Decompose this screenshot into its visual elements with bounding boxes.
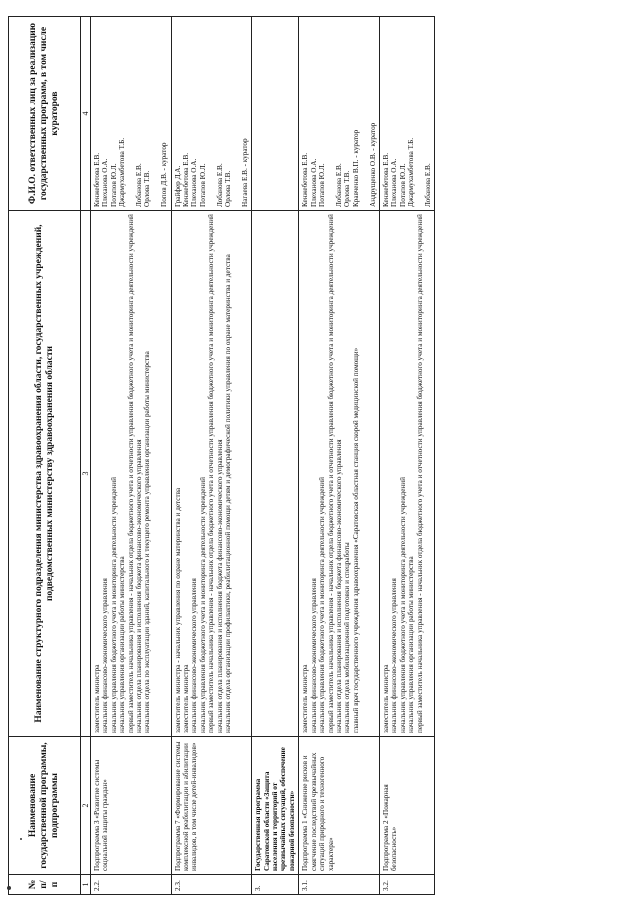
responsible-person: Потапов Ю.Л. — [109, 163, 118, 207]
responsible-person: Андрущенко О.В. - куратор — [368, 122, 377, 207]
table-row — [299, 17, 380, 895]
responsible-person: Лобанова Е.В. — [135, 163, 144, 207]
header-responsible: Ф.И.О. ответственных лиц за реализацию государственных программ, в том числе кураторов — [9, 17, 81, 211]
responsible-person: Потапов Ю.Л. — [198, 163, 207, 207]
responsible-person: Потапов Ю.Л. — [318, 163, 327, 207]
structure-list — [379, 211, 434, 737]
responsible-person: Кравченко В.П. - куратор — [351, 129, 360, 207]
structure-item: начальник финансово-экономического управления — [101, 578, 110, 733]
responsible-person: Джармухамбетова Т.Б. — [407, 138, 416, 207]
responsible-person: Кенжебетова Е.В. — [93, 152, 101, 207]
responsible-person: Джармухамбетова Т.Б. — [118, 138, 127, 207]
responsible-person: Лобанова Е.В. — [215, 163, 224, 207]
structure-item: начальник отдела планирования и исполнения бюджета финансово-экономического управления — [135, 439, 144, 733]
responsible-person: Орлова Т.В. — [343, 170, 352, 207]
structure-item: начальник управления бюджетного учета и мониторинга деятельности учреждений — [398, 477, 407, 733]
responsible-person: Орлова Т.В. — [224, 170, 233, 207]
structure-list — [299, 211, 380, 737]
header-row — [9, 17, 81, 895]
responsible-list — [91, 17, 172, 211]
structure-item: первый заместитель начальника управления - начальник отдела бюджетного учета и отчетности управления бюджетного учета и мониторинга деятельности учреждений — [207, 214, 216, 733]
structure-list — [171, 211, 252, 737]
responsible-person: Нагаева Е.В. - куратор — [240, 138, 249, 207]
responsible-list — [299, 17, 380, 211]
scan-dot-mark — [7, 886, 11, 890]
structure-item: первый заместитель начальника управления - начальник отдела бюджетного учета и отчетности управления бюджетного учета и мониторинга деятельности учреждений — [126, 214, 135, 733]
column-number-4: 4 — [81, 17, 91, 211]
table-row — [379, 17, 434, 895]
structure-item: начальник финансово-экономического управления — [390, 578, 399, 733]
structure-list — [91, 211, 172, 737]
structure-item: начальник финансово-экономического управления — [309, 578, 318, 733]
structure-item: начальник управления бюджетного учета и мониторинга деятельности учреждений — [318, 477, 327, 733]
structure-item: начальник управления организации работы министерства — [118, 556, 127, 733]
responsible-person: Потапов Ю.Л. — [398, 163, 407, 207]
structure-item: начальник управления организации работы министерства — [407, 556, 416, 733]
scan-dot-mark — [20, 838, 22, 840]
responsible-person — [232, 20, 240, 207]
structure-item: первый заместитель начальника управления - начальник отдела бюджетного учета и отчетности управления бюджетного учета и мониторинга деятельности учреждений — [415, 214, 424, 733]
column-number-row — [81, 17, 91, 895]
structure-item: начальник управления бюджетного учета и мониторинга деятельности учреждений — [198, 477, 207, 733]
structure-item: заместитель министра — [93, 664, 101, 733]
responsible-person — [327, 20, 335, 207]
row-number: 3. — [252, 875, 299, 895]
header-number: № п/п — [9, 875, 81, 895]
responsibility-table — [8, 16, 435, 895]
header-program: Наименование государственной программы, подпрограммы — [9, 737, 81, 875]
row-number: 3.1. — [299, 875, 380, 895]
responsible-person — [127, 20, 135, 207]
structure-item: начальник отдела по эксплуатации зданий, капитального и текущего ремонта управления организации работы министерства — [143, 351, 152, 733]
responsible-person: Кенжебетова Е.В. — [301, 152, 310, 207]
responsible-list — [252, 17, 299, 211]
responsible-person: Орлова Т.В. — [143, 170, 152, 207]
structure-item: заместитель министра — [301, 664, 310, 733]
responsible-person: Попов Д.В. - куратор — [160, 142, 169, 207]
structure-item: начальник отдела планирования и исполнения бюджета финансово-экономического управления — [215, 439, 224, 733]
structure-item: заместитель министра — [182, 664, 191, 733]
structure-item: начальник отдела организации профилактики, реабилитационной помощи детям и демографической политики управления по охране материнства и детства — [224, 254, 233, 733]
table-row — [171, 17, 252, 895]
responsible-person: Плеханова О.А. — [390, 158, 399, 207]
responsible-list — [379, 17, 434, 211]
responsible-person — [360, 20, 368, 207]
structure-item: главный врач государственного учреждения здравоохранения «Саратовская областная станция скорой медицинской помощи» — [351, 347, 360, 733]
responsible-person: Кенжебетова Е.В. — [182, 152, 191, 207]
row-number: 2.3. — [171, 875, 252, 895]
row-number: 3.2. — [379, 875, 434, 895]
responsible-person — [207, 20, 215, 207]
responsible-person: Лобанова Е.В. — [423, 163, 432, 207]
responsible-person: Грайфер Д.А. — [173, 165, 182, 207]
header-structure: Наименование структурного подразделения министерства здравоохранения области, государственных учреждений, подведомственных министерству здравоохранения области — [9, 211, 81, 737]
structure-list — [252, 211, 299, 737]
table-row — [91, 17, 172, 895]
responsible-person: Кенжебетова Е.В. — [381, 152, 390, 207]
program-name: Государственная программа Саратовской области «Защита населения и территорий от чрезвычайных ситуаций, обеспечение пожарной безопасности» — [252, 737, 299, 875]
structure-item: заместитель министра — [381, 664, 390, 733]
responsible-person: Плеханова О.А. — [309, 158, 318, 207]
structure-item: начальник отдела планирования и исполнения бюджета финансово-экономического управления — [334, 439, 343, 733]
column-number-1: 1 — [81, 875, 91, 895]
table-body — [91, 17, 435, 895]
structure-item: заместитель министра - начальник управления по охране материнства и детства — [173, 487, 182, 733]
table-row — [252, 17, 299, 895]
column-number-2: 2 — [81, 737, 91, 875]
responsible-person — [152, 20, 160, 207]
program-name: Подпрограмма 1 «Снижение рисков и смягчение последствий чрезвычайных ситуаций природного и техногенного характера» — [299, 737, 380, 875]
column-number-3: 3 — [81, 211, 91, 737]
structure-item: начальник отдела мобилизационной подготовки и спецработы — [343, 542, 352, 733]
responsible-person — [416, 20, 424, 207]
program-name: Подпрограмма 3 «Развитие системы социальной защиты граждан» — [91, 737, 172, 875]
responsible-person: Плеханова О.А. — [190, 158, 199, 207]
structure-item: первый заместитель начальника управления - начальник отдела бюджетного учета и отчетности управления бюджетного учета и мониторинга деятельности учреждений — [326, 214, 335, 733]
program-name: Подпрограмма 7 «Формирование системы комплексной реабилитации и абилитации инвалидов, в том числе детей-инвалидов» — [171, 737, 252, 875]
row-number: 2.2. — [91, 875, 172, 895]
program-name: Подпрограмма 2 «Пожарная безопасность» — [379, 737, 434, 875]
responsible-list — [171, 17, 252, 211]
responsible-person: Плеханова О.А. — [101, 158, 110, 207]
structure-item: начальник управления бюджетного учета и мониторинга деятельности учреждений — [109, 477, 118, 733]
structure-item: начальник финансово-экономического управления — [190, 578, 199, 733]
responsible-person: Лобанова Е.В. — [334, 163, 343, 207]
